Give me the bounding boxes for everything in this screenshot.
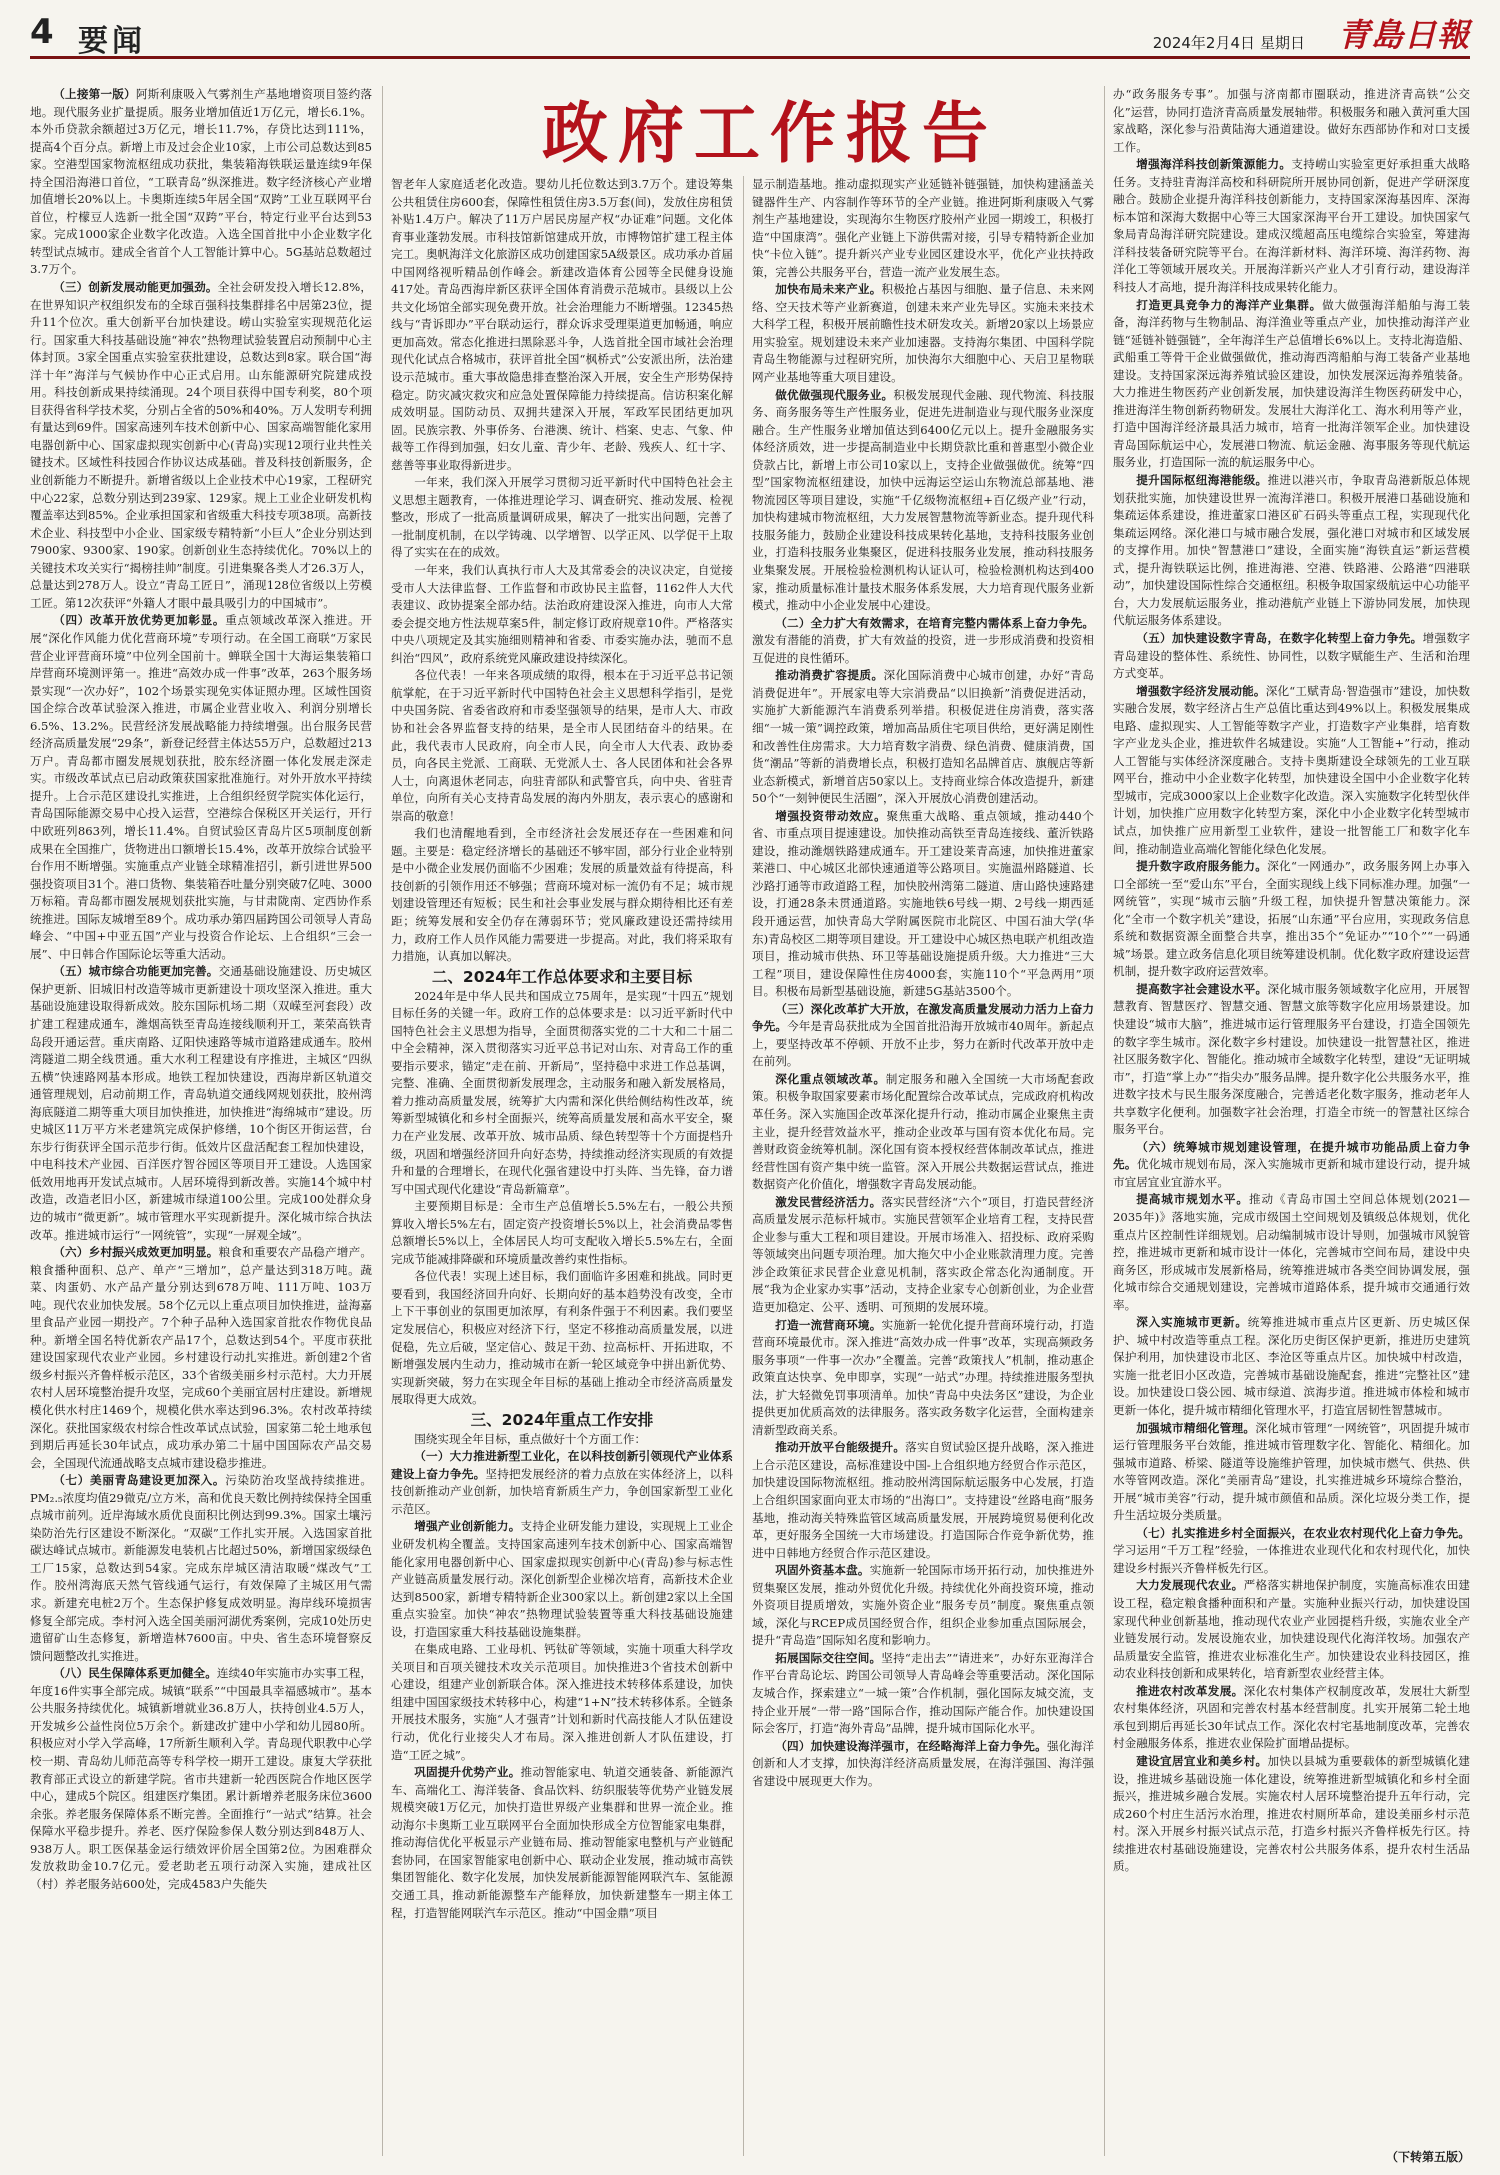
- subsection-heading: 打造更具竞争力的海洋产业集群。: [1136, 297, 1323, 312]
- paragraph: 2024年是中华人民共和国成立75周年，是实现“十四五”规划目标任务的关键一年。政府工作的总体要求是：以习近平新时代中国特色社会主义思想为指导，全面贯彻落实党的二十大和二十届二中全会精神，深入贯彻落实习近平总书记对山东、对青岛工作的重要指示要求，锚定“走在前、开新局”，坚持稳中求进工作总基调，完整、准确、全面贯彻新发展理念，主动服务和融入新发展格局，着力推动高质量发展，统筹扩大内需和深化供给侧结构性改革，统筹新型城镇化和乡村全面振兴，统筹高质量发展和高水平安全，聚力在产业发展、改革开放、城市品质、绿色转型等十个方面提档升级，巩固和增强经济回升向好态势，持续推动经济实现质的有效提升和量的合理增长，在现代化强省建设中打头阵、当先锋，奋力谱写中国式现代化建设“青岛新篇章”。: [391, 988, 733, 1196]
- subsection-heading: （五）加快建设数字青岛，在数字化转型上奋力争先。: [1136, 630, 1423, 645]
- paragraph: [752, 281, 1094, 386]
- paragraph: [391, 1764, 733, 1922]
- paragraph-text: 积极发展现代金融、现代物流、科技服务、商务服务等生产性服务业，促进先进制造业与现代服务业深度融合。生产性服务业增加值达到6400亿元以上。提升金融服务实体经济质效，进一步提高制造业中长期贷款比重和普惠型小微企业贷款占比，新增上市公司10家以上，支持企业做强做优。统筹“四型”国家物流枢纽建设，加快中远海运空运山东物流总部基地、港物流园区等项目建设，实施“千亿级物流枢纽+百亿级产业”行动，加快构建城市物流枢纽，大力发展智慧物流等新业态。提升现代科技服务能力，鼓励企业建设科技成果转化基地，支持科技服务业创业，打造科技服务业集聚区，促进科技服务业发展，推动科技服务业集聚发展。开展检验检测机构认证认可，检验检测机构达到400家，推动质量标准计量技术服务体系发展，大力培育现代服务业新模式，推动中小企业发展中心建设。: [752, 387, 1094, 613]
- paragraph: [752, 387, 1094, 615]
- subsection-heading: 激发民营经济活力。: [775, 1194, 882, 1209]
- paragraph-text: 支持企业研发能力建设，实现规上工业企业研发机构全覆盖。支持国家高速列车技术创新中心、国家高端智能化家用电器创新中心、国家虚拟现实创新中心(青岛)参与标志性产业链高质量发展行动。深化创新型企业梯次培育，高新技术企业达到8500家，新增专精特新企业300家以上。新创建2家以上全国重点实验室。加快“神农”热物理试验装置等重大科技基础设施建设，打造国家重大科技基础设施集群。: [391, 1519, 733, 1639]
- paragraph: [1113, 858, 1470, 981]
- subsection-heading: 增强投资带动效应。: [775, 808, 887, 823]
- paragraph: [1113, 683, 1470, 858]
- paragraph: [391, 1518, 733, 1641]
- column-divider: [1104, 86, 1105, 2156]
- paragraph-text: 污染防治攻坚战持续推进。PM₂.₅浓度均值29微克/立方米，高和优良天数比例持续保持全国重点城市前列。近岸海域水质优良面积比例达到99.3%。国家土壤污染防治先行区建设不断深化。“双碳”工作扎实开展。入选国家首批碳达峰试点城市。新能源发电装机占比超过50%，新增国家级绿色工厂15家，总数达到54家。完成东岸城区清洁取暖“煤改气”工作。胶州湾海底天然气管线通气运行，有效保障了主城区用气需求。新建充电桩2万个。生态保护修复成效明显。海岸线环境损害修复全部完成。李村河入选全国美丽河湖优秀案例，完成10处历史遗留矿山生态修复，新增造林7600亩。中央、省生态环境督察反馈问题整改扎实推进。: [30, 1473, 372, 1663]
- paragraph-text: 激发有潜能的消费，扩大有效益的投资，进一步形成消费和投资相互促进的良性循环。: [752, 633, 1094, 665]
- subsection-heading: （四）加快建设海洋强市，在经略海洋上奋力争先。: [775, 1738, 1047, 1753]
- subsection-heading: （六）统筹城市规划建设管理，在提升城市功能品质上奋力争先。: [1113, 1139, 1470, 1172]
- subsection-heading: 推进农村改革发展。: [1136, 1683, 1244, 1698]
- subsection-heading: 建设宜居宜业和美乡村。: [1136, 1753, 1268, 1768]
- paragraph: 智老年人家庭适老化改造。婴幼儿托位数达到3.7万个。建设筹集公共租赁住房600套，保障性租赁住房3.5万套(间)，发放住房租赁补贴1.4万户。解决了11万户居民房屋产权“办证难”问题。文化体育事业蓬勃发展。市科技馆新馆建成开放，市博物馆扩建工程主体完工。奥帆海洋文化旅游区成功创建国家5A级景区。成功承办首届中国网络视听精品创作峰会。新建改造体育公园等全民健身设施417处。青岛西海岸新区获评全国体育消费示范城市。县级以上公共文化场馆全部实现免费开放。社会治理能力不断增强。12345热线与“青诉即办”平台联动运行，群众诉求受理渠道更加畅通，响应更加高效。常态化推进扫黑除恶斗争，人选首批全国市域社会治理现代化试点合格城市，获评首批全国“枫桥式”公安派出所，法治建设示范城市。重大事故隐患排查整治深入开展，安全生产形势保持稳定。防灾减灾救灾和应急处置保障能力持续提高。信访积案化解成效明显。国防动员、双拥共建深入开展，军政军民团结更加巩固。民族宗教、外事侨务、台港澳、统计、档案、史志、气象、仲裁等工作得到加强，妇女儿童、青少年、老龄、残疾人、红十字、慈善等事业取得新进步。: [391, 177, 733, 472]
- paragraph-text: 加快以县城为重要载体的新型城镇化建设，推进城乡基础设施一体化建设，统筹推进新型城镇化和乡村全面振兴，推进城乡融合发展。实施农村人居环境整治提升五年行动，完成260个村庄生活污水治理，推进农村厕所革命，建设美丽乡村示范村。深入开展乡村振兴试点示范，打造乡村振兴齐鲁样板先行区。持续推进农村基础设施建设，完善农村公共服务体系，提升农村生活品质。: [1113, 1753, 1470, 1874]
- paragraph-text: 粮食和重要农产品稳产增产。粮食播种面积、总产、单产“三增加”，总产量达到318万吨。蔬菜、肉蛋奶、水产品产量分别达到678万吨、111万吨、103万吨。现代农业加快发展。58个亿元以上重点项目加快推进，益海嘉里食品产业园一期投产。7个种子品种入选国家首批农作物优良品种。新增全国名特优新农产品17个，总数达到54个。平度市获批建设国家现代农业产业园。乡村建设行动扎实推进。新创建2个省级乡村振兴齐鲁样板示范区，33个省级美丽乡村示范村。大力开展农村人居环境整治提升攻坚，完成60个美丽宜居村庄建设。新增规模化供水村庄1469个，规模化供水率达到96.3%。农村改革持续深化。获批国家级农村综合性改革试点试验，国家第二轮土地承包到期后再延长30年试点，成功承办第二十届中国国际农产品交易会，全国现代流通战略支点城市建设稳步推进。: [30, 1245, 372, 1470]
- paragraph-text: 统筹推进城市重点片区更新、历史城区保护、城中村改造等重点工程。深化历史街区保护更新，推进历史建筑保护利用，加快建设市北区、李沧区等重点片区。加快城中村改造，实施一批老旧小区改造，完善城市基础设施配套，推进“完整社区”建设。加快建设口袋公园、城市绿道、滨海步道。推进城市体检和城市更新一体化，提升城市精细化管理水平，打造宜居韧性智慧城市。: [1113, 1315, 1470, 1418]
- paragraph-text: 阿斯利康吸入气雾剂生产基地增资项目签约落地。现代服务业扩量提质。服务业增加值近1万亿元，增长6.1%。本外币贷款余额超过3万亿元，增长11.7%，存贷比达到111%，提高4个百分点。新增上市及过会企业10家，上市公司总数达到85家。空港型国家物流枢纽成功获批，集装箱海铁联运量连续9年保持全国沿海港口首位，“工联青岛”纵深推进。数字经济核心产业增加值增长20%以上。卡奥斯连续5年居全国“双跨”工业互联网平台首位，柠檬豆人选新一批全国“双跨”平台，特定行业平台达到53家。完成1000家企业数字化改造。入选全国首批中小企业数字化转型试点城市。建成全省首个人工智能计算中心。5G基站总数超过3.7万个。: [30, 87, 372, 277]
- paragraph: [752, 1317, 1094, 1440]
- paragraph: 主要预期目标是：全市生产总值增长5.5%左右，一般公共预算收入增长5%左右，固定资产投资增长5%以上，社会消费品零售总额增长5%以上，全体居民人均可支配收入增长5.5%左右，全面完成节能减排降碳和环境质量改善约束性指标。: [391, 1199, 733, 1266]
- paragraph: [1113, 1420, 1470, 1525]
- paragraph: 各位代表！实现上述目标，我们面临许多困难和挑战。同时更要看到，我国经济回升向好、长期向好的基本趋势没有改变，全市上下干事创业的氛围更加浓厚，有利条件强于不利因素。我们要坚定发展信心，积极应对经济下行，坚定不移推动高质量发展，以进促稳，先立后破，坚定信心、鼓足干劲、拉高标杆、开拓进取，不断增强发展内生动力，推动城市在新一轮区域竞争中拼出新优势、实现新突破，努力在实现全年目标的基础上推动全市经济高质量发展取得更大成效。: [391, 1269, 733, 1407]
- issue-date: 2024年2月4日: [1152, 34, 1255, 52]
- paragraph: [752, 1650, 1094, 1738]
- subsection-heading: 加快布局未来产业。: [775, 282, 882, 297]
- text-column-4: [1113, 86, 1470, 2138]
- section-heading: 二、2024年工作总体要求和主要目标: [431, 967, 693, 986]
- paragraph-text: 做大做强海洋船舶与海工装备，海洋药物与生物制品、海洋渔业等重点产业，加快推动海洋产业链“延链补链强链”，全年海洋生产总值增长6%以上。支持北海造船、武船重工等骨干企业做强做优，推动海西湾船舶与海工装备产业基地建设。支持国家深远海养殖试验区建设，加快发展深远海养殖装备。大力推进生物医药产业创新发展，加快建设海洋生物医药研发中心，推进海洋生物创新药物研发。发展壮大海洋化工、海水利用等产业，打造中国海洋经济最具活力城市，培育一批海洋领军企业。加快建设青岛国际航运中心，发展港口物流、航运金融、海事服务等现代航运服务业，打造国际一流的航运服务中心。: [1113, 297, 1470, 470]
- subsection-heading: （七）美丽青岛建设更加深入。: [53, 1473, 226, 1488]
- paragraph: [1113, 1525, 1470, 1578]
- text-column-2: [391, 176, 733, 2146]
- subsection-heading: 巩固提升优势产业。: [414, 1765, 521, 1780]
- paragraph-text: 制定服务和融入全国统一大市场配套政策。积极争取国家要素市场化配置综合改革试点，完成政府机构改革任务。深入实施国企改革深化提升行动，推动市属企业聚焦主责主业，提升经营效益水平，推动企业改革与国有资本优化布局。完善财政资金统筹机制。深化国有资本授权经营体制改革试点，推进经营性国有资产集中统一监管。深入开展公共数据运营试点，推进数据资产化价值化，增强数字青岛发展动能。: [752, 1071, 1094, 1192]
- paragraph-text: 增强数字青岛建设的整体性、系统性、协同性，以数字赋能生产、生活和治理方式变革。: [1113, 630, 1470, 681]
- paragraph: [30, 612, 372, 963]
- subsection-heading: （七）扎实推进乡村全面振兴，在农业农村现代化上奋力争先。: [1136, 1525, 1470, 1540]
- paragraph: 我们也清醒地看到，全市经济社会发展还存在一些困难和问题。主要是：稳定经济增长的基础还不够牢固，部分行业企业特别是中小微企业发展仍面临不少困难；发展的质量效益有待提高，科技创新的引领作用还不够强；营商环境对标一流仍有不足；城市规划建设管理还有短板；民生和社会事业发展与群众期待相比还有差距；统筹发展和安全仍存在薄弱环节；党风廉政建设还需持续用力，政府工作人员作风能力需要进一步提高。对此，我们将采取有力措施，认真加以解决。: [391, 826, 733, 964]
- subsection-heading: 增强海洋科技创新策源能力。: [1136, 157, 1292, 172]
- column-divider: [382, 86, 383, 2156]
- subsection-heading: （五）城市综合功能更加完善。: [53, 964, 219, 979]
- page-number: 4: [30, 12, 54, 52]
- subsection-heading: 做优做强现代服务业。: [775, 387, 894, 402]
- paragraph: [752, 1194, 1094, 1317]
- paragraph-text: 深化城市管理“一网统管”，巩固提升城市运行管理服务平台效能，推进城市管理数字化、智能化、精细化。加强城市道路、桥梁、隧道等设施维护管理，加快城市燃气、供热、供水等管网改造。深化“美丽青岛”建设，扎实推进城乡环境综合整治，开展“城市美容”行动，提升城市颜值和品质。深化垃圾分类工作，提升生活垃圾分类质量。: [1113, 1420, 1470, 1523]
- paragraph-text: 全社会研发投入增长12.8%，在世界知识产权组织发布的全球百强科技集群排名中居第23位，提升11个位次。重大创新平台加快建设。崂山实验室实现规范化运行。国家重大科技基础设施“神农”热物理试验装置启动预制中心主体封顶。3家全国重点实验室获批建设，总数达到8家。联合国“海洋十年”海洋与气候协作中心正式启用。山东能源研究院建成投用。科技创新成果持续涌现。24个项目获得中国专利奖，80个项目获得省科学技术奖，分别占全省的50%和40%。万人发明专利拥有量达到69件。国家高速列车技术创新中心、国家高端智能化家用电器创新中心、国家虚拟现实创新中心(青岛)实现12项行业共性关键技术。区域性科技园合作协议达成基础。普及科技创新服务，企业创新能力不断提升。新增省级以上企业技术中心19家，工程研究中心22家，总数分别达到239家、129家。规上工业企业研发机构覆盖率达到85%。企业承担国家和省级重大科技专项38项。高新技术企业、科技型中小企业、国家级专精特新“小巨人”企业分别达到7900家、9300家、190家。创新创业生态持续优化。70%以上的关键技术攻关实行“揭榜挂帅”制度。引进集聚各类人才26.3万人，总量达到278万人。设立“青岛工匠日”，涌现128位省级以上劳模工匠。第12次获评“外籍人才眼中最具吸引力的中国城市”。: [30, 280, 372, 610]
- text-column-1: [30, 86, 372, 2146]
- subsection-heading: 加强城市精细化管理。: [1136, 1420, 1256, 1435]
- paragraph: [752, 1439, 1094, 1562]
- subsection-heading: 提升数字政府服务能力。: [1136, 859, 1268, 874]
- paragraph: [1113, 297, 1470, 472]
- paragraph: [30, 1244, 372, 1472]
- subsection-heading: 大力发展现代农业。: [1136, 1578, 1244, 1593]
- paragraph-text: 聚焦重大战略、重点领域，推动440个省、市重点项目提速建设。加快推动高铁至青岛连接线、董沂铁路建设，推动潍烟铁路建成通车。开工建设莱青高速，加快推进董家莱港口、中心城区北部快速通道等公路项目。实施温州路隧道、长沙路打通等市政道路工程，加快胶州湾第二隧道、唐山路快速路建设，打通28条未贯通道路。实施地铁6号线一期、2号线一期西延段开通运营，加快青岛大学附属医院市北院区、中国石油大学(华东)青岛校区二期等项目建设。开工建设中心城区热电联产机组改造项目，推动城市供热、环卫等基础设施提质升级。大力推进“三大工程”项目，建设保障性住房4000套，实施110个“平急两用”项目。积极布局新型基础设施，新建5G基站3500个。: [752, 808, 1094, 999]
- paragraph: 办“政务服务专事”。加强与济南都市圈联动，推进济青高铁“公交化”运营，协同打造济青高质量发展轴带。积极服务和融入黄河重大国家战略，深化参与沿黄陆海大通道建设。做好东西部协作和对口支援工作。: [1113, 87, 1470, 154]
- page-header: [30, 10, 1470, 59]
- subsection-heading: 打造一流营商环境。: [775, 1317, 882, 1332]
- paragraph-text: 学习运用“千万工程”经验，一体推进农业现代化和农村现代化，加快建设乡村振兴齐鲁样板先行区。: [1113, 1543, 1470, 1575]
- paragraph: [752, 615, 1094, 668]
- paragraph-text: 实施新一轮优化提升营商环境行动，打造营商环境最优市。深入推进“高效办成一件事”改革，实现高频政务服务事项“一件事一次办”全覆盖。完善“政策找人”机制，推动惠企政策直达快享、免申即享，实现“一站式”办理。持续推进服务型执法，扩大轻微免罚事项清单。加快“青岛中央法务区”建设，为企业提供更加优质高效的法律服务。落实政务数字化运营，全面构建亲清新型政商关系。: [752, 1317, 1094, 1437]
- section-heading: 三、2024年重点工作安排: [470, 1410, 654, 1429]
- paragraph-text: 深化农村集体产权制度改革，发展壮大新型农村集体经济，巩固和完善农村基本经营制度。扎实开展第二轮土地承包到期后再延长30年试点工作。深化农村宅基地制度改革，完善农村金融服务体系，推进农业保险扩面增品提标。: [1113, 1683, 1470, 1751]
- issue-weekday: 星期日: [1259, 34, 1305, 52]
- paragraph: [1113, 1753, 1470, 1876]
- paragraph: [30, 86, 372, 279]
- paragraph-text: 深化城市服务领域数字化应用，开展智慧教育、智慧医疗、智慧交通、智慧文旅等数字化应用场景建设。加快建设“城市大脑”，推进城市运行管理服务平台建设，打造全国领先的数字孪生城市。深化数字乡村建设。加快建设一批智慧社区，推进社区服务数字化、智能化。推动城市全域数字化转型，建设“无证明城市”，打造“掌上办”“指尖办”服务品牌。提升数字化公共服务水平，推进数字技术与民生服务深度融合，完善适老化数字服务，推动老年人共享数字化便利。加强数字社会治理，打造全市统一的智慧社区综合服务平台。: [1113, 981, 1470, 1137]
- continuation-note: （上接第一版）: [53, 87, 136, 101]
- paragraph: 在集成电路、工业母机、钙钛矿等领域，实施十项重大科学攻关项目和百项关键技术攻关示范项目。加快推进3个省技术创新中心建设，组建产业创新联合体。深入推进技术转移体系建设，加快组建中国国家级技术转移中心，构建“1+N”技术转移体系。全链条开展技术服务，实施“人才强青”计划和新时代高技能人才队伍建设行动，优化行业接尖人才布局。深入推进创新人才队伍建设，打造“工匠之城”。: [391, 1642, 733, 1762]
- paragraph: 围绕实现全年目标，重点做好十个方面工作：: [414, 1431, 647, 1446]
- subsection-heading: 推动开放平台能级提升。: [775, 1440, 906, 1455]
- paragraph: [752, 1071, 1094, 1194]
- paragraph: [752, 1562, 1094, 1650]
- continuation-footnote: （下转第五版）: [1385, 2150, 1470, 2164]
- paragraph: 一年来，我们认真执行市人大及其常委会的决议决定，自觉接受市人大法律监督、工作监督和市政协民主监督，1162件人大代表建议、政协提案全部办结。法治政府建设深入推进，向市人大常委会提交地方性法规草案5件，制定修订政府规章10件。严格落实中央八项规定及其实施细则精神和省委、市委实施办法，驰而不息纠治“四风”，政府系统党风廉政建设持续深化。: [391, 563, 733, 665]
- subsection-heading: （八）民生保障体系更加健全。: [53, 1666, 217, 1681]
- subsection-heading: 增强产业创新能力。: [414, 1519, 521, 1534]
- paragraph-text: 深化国际消费中心城市创建，办好“青岛消费促进年”。开展家电等大宗消费品“以旧换新”消费促进活动，实施扩大新能源汽车消费系列举措。积极促进住房消费，落实落细“一城一策”调控政策，增加高品质住宅项目供给，更好满足刚性和改善性住房需求。大力培育数字消费、绿色消费、健康消费，国货“潮品”等新的消费增长点，积极打造知名品牌首店、旗舰店等新业态新模式，新增首店50家以上。支持商业综合体改造提升，新建50个“一刻钟便民生活圈”，深入开展放心消费创建活动。: [752, 668, 1094, 806]
- paragraph-text: 深化“一网通办”，政务服务网上办事入口全部统一至“爱山东”平台，全面实现线上线下同标准办理。加强“一网统管”，实现“城市云脑”升级工程，加快提升智慧决策能力。深化“全市一个数字机关”建设，拓展“山东通”平台应用，实现政务信息系统和数据资源全面整合共享，推出35个“免证办”“10个”“一码通城”场景。建立政务信息化项目统筹建设机制。优化数字政府建设运营机制，提升数字政府运营效率。: [1113, 859, 1470, 979]
- paragraph: [30, 279, 372, 612]
- paragraph-text: 推动《青岛市国土空间总体规划(2021—2035年)》落地实施，完成市级国土空间规划及镇级总体规划，优化重点片区控制性详细规划。启动编制城市设计导则，加强城市风貌管控，推进城市更新和城市设计一体化，完善城市空间布局，建设中央商务区，形成城市发展新格局，统筹推进城市各类空间协调发展，强化城市综合交通规划建设，完善城市道路体系，提升城市交通通行效率。: [1113, 1192, 1470, 1312]
- paragraph: [1113, 156, 1470, 296]
- paragraph: [1113, 1577, 1470, 1682]
- subsection-heading: 推动消费扩容提质。: [775, 668, 884, 683]
- paragraph-text: 积极抢占基因与细胞、量子信息、未来网络、空天技术等产业新赛道，创建未来产业先导区。实施未来技术大科学工程，积极开展前瞻性技术研发攻关。新增20家以上场景应用实验室。规划建设未来产业加速器。支持海尔集团、中国科学院青岛生物能源与过程研究所，加快海尔大细胞中心、天启卫星物联网产业基地等重大项目建设。: [752, 282, 1094, 385]
- paragraph: [1113, 630, 1470, 683]
- subsection-heading: 增强数字经济发展动能。: [1136, 683, 1266, 698]
- paragraph-text: 落实自贸试验区提升战略，深入推进上合示范区建设，高标准建设中国-上合组织地方经贸合作示范区，加快建设国际物流枢纽。推动胶州湾国际航运服务中心发展，打造上合组织国家面向亚太市场的“出海口”。支持建设“丝路电商”服务基地，推动海关特殊监管区域高质量发展，开展跨境贸易便利化改革，更好服务全国统一大市场建设。打造国际合作竞争新优势，推进中日韩地方经贸合作示范区建设。: [752, 1440, 1094, 1560]
- subsection-heading: （三）深化改革扩大开放，在激发高质量发展动力活力上奋力争先。: [752, 1001, 1094, 1034]
- subsection-heading: 提高数字社会建设水平。: [1136, 981, 1268, 996]
- paragraph: [1113, 1139, 1470, 1192]
- paragraph: [1113, 981, 1470, 1139]
- subsection-heading: （六）乡村振兴成效更加明显。: [53, 1245, 219, 1260]
- paragraph-text: 严格落实耕地保护制度，实施高标准农田建设工程，稳定粮食播种面积和产量。实施种业振兴行动，加快建设国家现代种业创新基地，推动现代农业产业园提档升级，实施农业全产业链发展行动。发展设施农业，加快建设现代化海洋牧场。加强农产品质量安全监管，推进农业标准化生产。加快建设农业科技园区，推动农业科技创新和成果转化，培育新型农业经营主体。: [1113, 1578, 1470, 1681]
- paragraph-text: 坚持把发展经济的着力点放在实体经济上，以科技创新推动产业创新，加快培育新质生产力，争创国家新型工业化示范区。: [391, 1466, 733, 1516]
- paragraph: [1113, 1191, 1470, 1314]
- paragraph: 显示制造基地。推动虚拟现实产业延链补链强链，加快构建涵盖关键器件生产、内容制作等环节的全产业链。推进阿斯利康吸入气雾剂生产基地建设，实现海尔生物医疗胶州产业园一期竣工，积极打造“中国康湾”。强化产业链上下游供需对接，引导专精特新企业加快“卡位入链”。提升新兴产业专业园区建设水平，优化产业扶持政策，完善公共服务平台，营造一流产业发展生态。: [752, 177, 1094, 279]
- paragraph-text: 实施新一轮国际市场开拓行动，加快推进外贸集聚区发展，推动外贸优化升级。持续优化外商投资环境，推动外资项目提质增效，实施外资企业“服务专员”制度。聚焦重点领域，深化与RCEP成员国经贸合作，组织企业参加重点国际展会，提升“青岛造”国际知名度和影响力。: [752, 1563, 1094, 1648]
- paragraph: 各位代表！一年来各项成绩的取得，根本在于习近平总书记领航掌舵，在于习近平新时代中国特色社会主义思想科学指引，是党中央国务院、省委省政府和市委坚强领导的结果，是市人大、市政协和社会各界监督支持的结果，是全市人民团结奋斗的结果。在此，我代表市人民政府，向全市人民，向全市人大代表、政协委员，向各民主党派、工商联、无党派人士、各人民团体和社会各界人士，向离退休老同志，向驻青部队和武警官兵，向中央、省驻青单位，向所有关心支持青岛发展的海内外朋友，表示衷心的感谢和崇高的敬意！: [391, 668, 733, 823]
- subsection-heading: 拓展国际交往空间。: [775, 1650, 882, 1665]
- paragraph: [752, 1001, 1094, 1071]
- subsection-heading: 深化重点领域改革。: [775, 1071, 886, 1086]
- paragraph-text: 强化海洋创新和人才支撑，加快海洋经济高质量发展，在海洋强国、海洋强省建设中展现更大作为。: [752, 1738, 1094, 1788]
- subsection-heading: 提高城市规划水平。: [1136, 1192, 1249, 1207]
- subsection-heading: （一）大力推进新型工业化，在以科技创新引领现代产业体系建设上奋力争先。: [391, 1449, 733, 1481]
- paragraph-text: 优化城市规划布局，深入实施城市更新和城市建设行动，提升城市宜居宜业宜游水平。: [1113, 1157, 1470, 1189]
- article-title: 政府工作报告: [542, 94, 998, 172]
- paragraph: [30, 1665, 372, 1893]
- paragraph-text: 落实民营经济“六个”项目，打造民营经济高质量发展示范标杆城市。实施民营领军企业培育工程，支持民营企业参与重大工程和项目建设。开展市场准入、招投标、政府采购等领域突出问题专项治理。加大拖欠中小企业账款清理力度。完善涉企政策征求民营企业意见机制，落实政企常态化沟通制度。开展“我为企业家办实事”活动，支持企业家专心创新创业，为企业营造更加稳定、公平、透明、可预期的发展环境。: [752, 1194, 1094, 1314]
- subsection-heading: 提升国际枢纽海港能级。: [1136, 473, 1268, 488]
- paragraph: 一年来，我们深入开展学习贯彻习近平新时代中国特色社会主义思想主题教育，一体推进理论学习、调查研究、推动发展、检视整改，形成了一批高质量调研成果，解决了一批实出问题，完善了一批制度机制，在以学铸魂、以学增智、以学正风、以学促干上取得了实实在在的成效。: [391, 475, 733, 560]
- paragraph: [391, 1448, 733, 1518]
- subsection-heading: （三）创新发展动能更加强劲。: [53, 280, 218, 295]
- paragraph-text: 交通基础设施建设、历史城区保护更新、旧城旧村改造等城市更新建设十项攻坚深入推进。重大基础设施建设取得新成效。胶东国际机场二期（双嵘至河套段）改扩建工程建成通车，潍烟高铁至青岛连接线顺利开工，莱荣高铁青岛段开通运营。重庆南路、辽阳快速路等城市道路建成通车。胶州湾隧道二期全线贯通。重大水利工程建设有序推进，主城区“四纵五横”快速路网基本形成。地铁工程加快建设，西海岸新区轨道交通管理规划，启动前期工作，青岛轨道交通线网规划获批，胶州湾海底隧道二期等重大项目加快推进，加快推进“海绵城市”建设。历史城区11万平方米老建筑完成保护修缮，10个街区开街运营，台东步行街获评全国示范步行街。低效片区盘活配套工程加快建设，中电科技术产业园、百洋医疗智谷园区等项目开工建设。人选国家低效用地再开发试点城市。人居环境得到新改善。实施14个城中村改造，改造老旧小区，新建城市绿道100公里。完成100处群众身边的城市“微更新”。城市管理水平实现新提升。深化城市综合执法改革。推进城市运行“一网统管”，实现“一屏观全域”。: [30, 964, 372, 1242]
- paragraph-text: 重点领域改革深入推进。开展“深化作风能力优化营商环境”专项行动。在全国工商联“万家民营企业评营商环境”中位列全国前十。蝉联全国十大海运集装箱口岸营商环境测评第一。推进“高效办成一件事”改革，263个服务场景实现“一次办好”，102个场景实现免实体证照办理。区域性国资国企综合改革试验深入推进，市属企业营业收入、利润分别增长6.5%、13.2%。民营经济发展战略能力持续增强。出台服务民营经济高质量发展“29条”，新登记经营主体达55万户，总数超过213万户。青岛都市圈发展规划获批，胶东经济圈一体化发展走深走实。市级改革试点已启动政策获国家批准施行。对外开放水平持续提升。上合示范区建设扎实推进，上合组织经贸学院实体化运行，青岛国际能源交易中心投入运营，空港综合保税区开关运行，开行中欧班列863列，增长11.4%。自贸试验区青岛片区5项制度创新成果在全国推广，货物进出口额增长15.4%，改革开放综合试验平台作用不断增强。实施重点产业链全球精准招引，新引进世界500强投资项目31个。港口货物、集装箱吞吐量分别突破7亿吨、3000万标箱。青岛都市圈发展规划获批实施，与甘肃陇南、定西协作系统推进。国际友城增至89个。成功承办第四届跨国公司领导人青岛峰会、“中国+中亚五国”产业与投资合作论坛、上合组织“三会一展”、中日韩合作国际论坛等重大活动。: [30, 613, 372, 961]
- column-divider: [743, 176, 744, 2156]
- paragraph-text: 支持崂山实验室更好承担重大战略任务。支持驻青海洋高校和科研院所开展协同创新，促进产学研深度融合。鼓励企业提升海洋科技创新能力，支持国家深海基因库、深海标本馆和深海大数据中心等三大国家深海平台开工建设。加快国家气象局青岛海洋研究院建设。建成汉缆超高压电缆综合实验室，筹建海洋科技装备研究院等平台。在海洋新材料、海洋环境、海洋药物、海洋化工等领域开展攻关。开展海洋新兴产业人才引育行动，建设海洋科技人才高地，提升海洋科技成果转化能力。: [1113, 157, 1470, 295]
- paragraph: [30, 963, 372, 1244]
- paragraph: [1113, 1314, 1470, 1419]
- paragraph-text: 深化“工赋青岛·智造强市”建设，加快数实融合发展，数字经济占生产总值比重达到49%以上。积极发展集成电路、虚拟现实、人工智能等数字产业，打造数字产业集群，培育数字产业龙头企业，推进软件名城建设。实施“人工智能+”行动，推动人工智能与实体经济深度融合。支持卡奥斯建设全球领先的工业互联网平台，推动中小企业数字化转型，加快建设全国中小企业数字化转型城市，完成3000家以上企业数字化改造。深入实施数字化转型伙伴计划，加快推广应用数字化转型方案，深化中小企业数字化转型城市试点，加快推广应用新型工业软件，建设一批智能工厂和数字化车间，推动制造业高端化智能化绿色化发展。: [1113, 683, 1470, 856]
- paragraph: [752, 808, 1094, 1001]
- paragraph: [30, 1472, 372, 1665]
- paragraph: [752, 1738, 1094, 1791]
- section-name: 要闻: [78, 24, 146, 59]
- paragraph-text: 连续40年实施市办实事工程，年度16件实事全部完成。城镇“联系”“中国最具幸福感城市”。基本公共服务持续优化。城镇新增就业36.8万人，扶持创业4.5万人，开发城乡公益性岗位5万余个。新建改扩建中小学和幼儿园80所。积极应对小学入学高峰，17所新生顺利入学。青岛现代职教中心学校一期、青岛幼儿师范高等专科学校一期开工建设。康复大学获批教育部正式设立的新建学院。省市共建新一轮西医院合作地区医学中心，建成5个院区。组建医疗集团。累计新增养老服务床位3600余张。养老服务保障体系不断完善。全面推行“一站式”结算。社会保障水平稳步提升。养老、医疗保险参保人数分别达到848万人、938万人。职工医保基金运行绩效评价居全国第2位。为困难群众发放救助金10.7亿元。爱老助老五项行动深入实施，建成社区（村）养老服务站600处，完成4583户失能失: [30, 1666, 372, 1891]
- paragraph-text: 推动智能家电、轨道交通装备、新能源汽车、高端化工、海洋装备、食品饮料、纺织服装等优势产业链发展规模突破1万亿元，加快打造世界级产业集群和世界一流企业。推动海尔卡奥斯工业互联网平台全面加快形成全方位智能家电集群，推动海信优化平板显示产业链布局、推动智能家电整机与产业链配套协同，在国家智能家电创新中心、联动企业发展，推动城市高铁集团智能化、数字化发展，加快发展新能源智能网联汽车、氢能源交通工具，推动新能源整车产能释放，加快新建整车一期主体工程，打造智能网联汽车示范区。推动“中国金鼎”项目: [391, 1765, 733, 1920]
- paragraph: [1113, 1683, 1470, 1753]
- paragraph: [1113, 472, 1470, 630]
- subsection-heading: 巩固外资基本盘。: [775, 1563, 870, 1578]
- text-column-3: [752, 176, 1094, 2146]
- newspaper-masthead-logo: 青島日報: [1337, 16, 1470, 54]
- subsection-heading: 深入实施城市更新。: [1136, 1315, 1248, 1330]
- paragraph-text: 推进以港兴市，争取青岛港新版总体规划获批实施，加快建设世界一流海洋港口。积极开展港口基础设施和集疏运体系建设，推进董家口港区矿石码头等重点工程，实现现代化集疏运网络。深化港口与城市融合发展，强化港口对城市和区域发展的支撑作用。加快“智慧港口”建设，全面实施“海铁直运”新运营模式，提升海铁联运比例，推进海港、空港、铁路港、公路港“四港联动”，加快建设国际性综合交通枢纽。积极争取国家级航运中心功能平台，大力发展航运服务业，推动港航产业链上下游协同发展，加快现代航运服务体系建设。: [1113, 473, 1470, 628]
- paragraph: [752, 667, 1094, 807]
- subsection-heading: （四）改革开放优势更加彰显。: [53, 613, 226, 628]
- paragraph-text: 今年是青岛获批成为全国首批沿海开放城市40周年。新起点上，要坚持改革不停顿、开放不止步，努力在新时代改革开放中走在前列。: [752, 1019, 1094, 1069]
- paragraph-text: 坚持“走出去”“请进来”，办好东亚海洋合作平台青岛论坛、跨国公司领导人青岛峰会等重要活动。深化国际友城合作，探索建立“一城一策”合作机制，强化国际友城交流，支持企业开展“一带一路”国际合作，推动国际产能合作。加快建设国际会客厅，打造“海外青岛”品牌，提升城市国际化水平。: [752, 1650, 1094, 1736]
- subsection-heading: （二）全力扩大有效需求，在培育完整内需体系上奋力争先。: [775, 615, 1094, 630]
